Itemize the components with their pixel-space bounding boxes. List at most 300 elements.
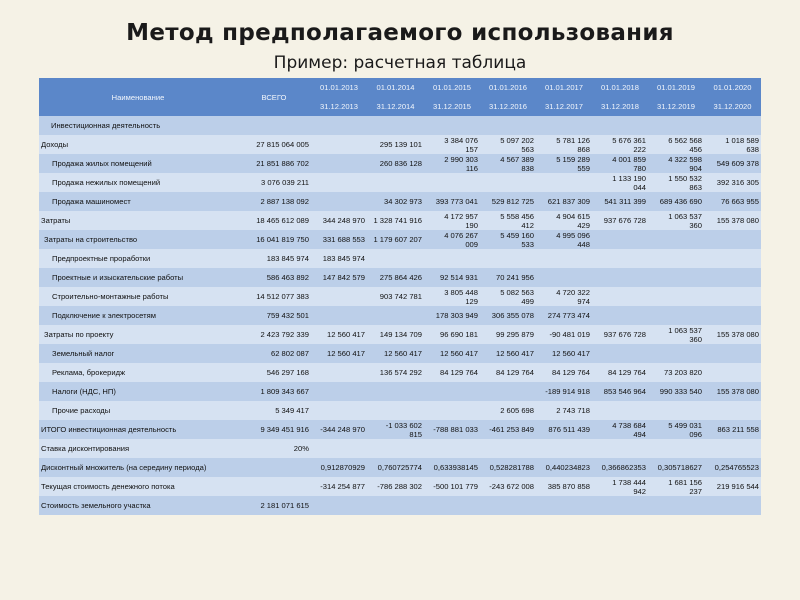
period-cell (648, 173, 704, 192)
header-period-to: 31.12.2015 (424, 97, 480, 116)
period-cell (704, 420, 761, 439)
period-cell (424, 287, 480, 306)
row-label: Ставка дисконтирования (39, 439, 237, 458)
period-cell (367, 230, 424, 249)
period-cell (424, 192, 480, 211)
page-subtitle: Пример: расчетная таблица (273, 53, 527, 73)
period-cell (536, 135, 592, 154)
period-value: -786 288 302 (377, 482, 422, 491)
period-value: 99 295 879 (495, 330, 534, 339)
period-cell (424, 382, 480, 401)
period-cell (648, 382, 704, 401)
table-row (39, 439, 761, 458)
period-cell (367, 496, 424, 515)
row-total-value: 546 297 168 (266, 368, 309, 377)
period-cell (536, 268, 592, 287)
period-value: 876 511 439 (548, 425, 590, 434)
period-cell (536, 306, 592, 325)
period-value: 4 720 322 974 (556, 287, 590, 306)
row-total (237, 382, 311, 401)
row-total-value: 586 463 892 (266, 273, 309, 282)
period-cell (648, 154, 704, 173)
period-cell (592, 306, 648, 325)
row-total-value: 3 076 039 211 (261, 178, 309, 187)
period-value: 4 904 615 429 (556, 211, 590, 230)
table-row (39, 192, 761, 211)
period-cell (536, 401, 592, 420)
period-value: 84 129 764 (439, 368, 478, 377)
period-value: 1 133 190 044 (612, 173, 646, 192)
row-total (237, 230, 311, 249)
period-cell (648, 192, 704, 211)
period-cell (704, 211, 761, 230)
period-cell (311, 496, 367, 515)
table-header-row-1 (39, 78, 761, 97)
period-value: 990 333 540 (659, 387, 702, 396)
table-row (39, 249, 761, 268)
table-row (39, 230, 761, 249)
period-value: 136 574 292 (379, 368, 422, 377)
period-value: 4 995 096 448 (556, 230, 590, 249)
period-cell (536, 382, 592, 401)
period-cell (592, 477, 648, 496)
period-cell (424, 173, 480, 192)
period-cell (592, 173, 648, 192)
period-value: 12 560 417 (439, 349, 478, 358)
period-cell (536, 211, 592, 230)
row-label: Продажа жилых помещений (39, 154, 237, 173)
period-cell (536, 344, 592, 363)
period-value: 1 681 156 237 (668, 477, 702, 496)
period-cell (480, 173, 536, 192)
period-value: 12 560 417 (326, 330, 365, 339)
header-period-from: 01.01.2019 (648, 78, 704, 97)
period-cell (311, 344, 367, 363)
period-cell (311, 173, 367, 192)
period-cell (704, 116, 761, 135)
row-total (237, 192, 311, 211)
row-total-value: 27 815 064 005 (256, 140, 309, 149)
period-value: 84 129 764 (495, 368, 534, 377)
table-row (39, 363, 761, 382)
period-value: 84 129 764 (607, 368, 646, 377)
period-value: 5 558 456 412 (500, 211, 534, 230)
row-total-value: 62 802 087 (270, 349, 309, 358)
period-cell (480, 211, 536, 230)
row-label: Затраты по проекту (39, 325, 237, 344)
period-cell (311, 287, 367, 306)
period-value: -344 248 970 (320, 425, 365, 434)
calculation-table (39, 78, 761, 515)
table-row (39, 458, 761, 477)
period-cell (311, 439, 367, 458)
period-cell (367, 363, 424, 382)
row-total-value: 759 432 501 (266, 311, 309, 320)
row-label: Стоимость земельного участка (39, 496, 237, 515)
period-cell (367, 173, 424, 192)
period-cell (592, 154, 648, 173)
period-cell (648, 439, 704, 458)
period-cell (536, 287, 592, 306)
period-value: 3 384 076 157 (444, 135, 478, 154)
row-label: Текущая стоимость денежного потока (39, 477, 237, 496)
period-cell (704, 496, 761, 515)
period-value: 0,305718627 (657, 463, 702, 472)
row-label: Подключение к электросетям (39, 306, 237, 325)
period-value: 541 311 399 (604, 197, 646, 206)
table-row (39, 116, 761, 135)
period-cell (704, 325, 761, 344)
period-value: 4 076 267 009 (444, 230, 478, 249)
table-row (39, 401, 761, 420)
row-label: Продажа нежилых помещений (39, 173, 237, 192)
period-value: 6 562 568 456 (668, 135, 702, 154)
period-cell (592, 268, 648, 287)
period-value: 84 129 764 (551, 368, 590, 377)
row-total-value: 2 887 138 092 (260, 197, 309, 206)
period-value: 295 139 101 (379, 140, 422, 149)
period-cell (592, 496, 648, 515)
period-cell (592, 230, 648, 249)
row-label: Налоги (НДС, НП) (39, 382, 237, 401)
row-label: Затраты (39, 211, 237, 230)
period-cell (311, 154, 367, 173)
period-cell (311, 382, 367, 401)
header-period-from: 01.01.2018 (592, 78, 648, 97)
period-cell (480, 287, 536, 306)
period-cell (536, 249, 592, 268)
period-cell (592, 439, 648, 458)
period-cell (367, 477, 424, 496)
period-cell (424, 496, 480, 515)
table-row (39, 135, 761, 154)
period-cell (648, 344, 704, 363)
period-cell (424, 420, 480, 439)
period-cell (424, 439, 480, 458)
row-label: ИТОГО инвестиционная деятельность (39, 420, 237, 439)
period-value: 0,440234823 (545, 463, 590, 472)
period-cell (311, 249, 367, 268)
period-cell (480, 439, 536, 458)
period-cell (367, 401, 424, 420)
period-value: 0,912870929 (320, 463, 365, 472)
header-period-to: 31.12.2014 (367, 97, 424, 116)
period-cell (480, 401, 536, 420)
table-row (39, 287, 761, 306)
header-period-to: 31.12.2013 (311, 97, 367, 116)
period-cell (648, 325, 704, 344)
header-period-to: 31.12.2020 (704, 97, 761, 116)
period-cell (424, 458, 480, 477)
header-name: Наименование (39, 78, 237, 116)
row-total (237, 135, 311, 154)
header-period-from: 01.01.2014 (367, 78, 424, 97)
period-value: 219 916 544 (716, 482, 759, 491)
table-row (39, 268, 761, 287)
period-cell (367, 116, 424, 135)
period-cell (592, 325, 648, 344)
row-total-value: 2 423 792 339 (260, 330, 309, 339)
period-value: 1 328 741 916 (373, 216, 422, 225)
period-value: -243 672 008 (489, 482, 534, 491)
period-value: 2 605 698 (500, 406, 534, 415)
period-value: 73 203 820 (663, 368, 702, 377)
table-row (39, 477, 761, 496)
table-row (39, 325, 761, 344)
period-cell (648, 458, 704, 477)
period-value: 155 378 080 (716, 216, 759, 225)
period-cell (480, 382, 536, 401)
period-cell (536, 230, 592, 249)
period-value: 3 805 448 129 (444, 287, 478, 306)
period-value: 903 742 781 (379, 292, 422, 301)
period-value: 1 179 607 207 (373, 235, 422, 244)
period-cell (480, 249, 536, 268)
period-value: 34 302 973 (383, 197, 422, 206)
row-total (237, 173, 311, 192)
period-cell (592, 192, 648, 211)
period-cell (367, 211, 424, 230)
period-cell (480, 154, 536, 173)
period-cell (592, 249, 648, 268)
row-label: Земельный налог (39, 344, 237, 363)
period-cell (480, 363, 536, 382)
period-cell (424, 135, 480, 154)
period-cell (536, 154, 592, 173)
period-cell (648, 420, 704, 439)
period-cell (536, 116, 592, 135)
period-cell (367, 192, 424, 211)
table-row (39, 496, 761, 515)
period-value: 344 248 970 (322, 216, 365, 225)
period-cell (592, 382, 648, 401)
period-value: 76 663 955 (720, 197, 759, 206)
row-total-value: 16 041 819 750 (256, 235, 309, 244)
period-cell (648, 287, 704, 306)
period-cell (424, 477, 480, 496)
row-total (237, 268, 311, 287)
period-cell (367, 268, 424, 287)
period-cell (480, 192, 536, 211)
period-cell (704, 306, 761, 325)
period-cell (704, 192, 761, 211)
period-cell (424, 249, 480, 268)
period-value: 12 560 417 (383, 349, 422, 358)
period-cell (424, 306, 480, 325)
period-cell (480, 116, 536, 135)
period-cell (311, 116, 367, 135)
period-cell (311, 268, 367, 287)
table-row (39, 382, 761, 401)
period-cell (311, 192, 367, 211)
period-cell (536, 477, 592, 496)
period-value: 0,366862353 (601, 463, 646, 472)
period-cell (311, 363, 367, 382)
header-period-from: 01.01.2013 (311, 78, 367, 97)
row-total (237, 458, 311, 477)
row-label: Продажа машиномест (39, 192, 237, 211)
period-value: -314 254 877 (320, 482, 365, 491)
period-cell (480, 420, 536, 439)
period-cell (592, 458, 648, 477)
row-total (237, 401, 311, 420)
period-value: 12 560 417 (326, 349, 365, 358)
header-period-from: 01.01.2015 (424, 78, 480, 97)
period-value: 0,760725774 (377, 463, 422, 472)
row-total-value: 2 181 071 615 (260, 501, 309, 510)
period-cell (536, 439, 592, 458)
row-total (237, 496, 311, 515)
period-cell (424, 116, 480, 135)
row-total (237, 325, 311, 344)
period-value: 96 690 181 (439, 330, 478, 339)
period-cell (480, 135, 536, 154)
period-value: 92 514 931 (439, 273, 478, 282)
period-cell (592, 211, 648, 230)
row-total-value: 21 851 886 702 (256, 159, 309, 168)
period-value: 2 990 303 116 (444, 154, 478, 173)
period-value: 5 676 361 222 (612, 135, 646, 154)
row-total (237, 306, 311, 325)
period-value: 937 676 728 (603, 330, 646, 339)
table-row (39, 173, 761, 192)
period-cell (311, 401, 367, 420)
period-cell (704, 154, 761, 173)
row-label: Строительно-монтажные работы (39, 287, 237, 306)
period-cell (424, 325, 480, 344)
period-value: 1 550 532 863 (668, 173, 702, 192)
row-total-value: 18 465 612 089 (256, 216, 309, 225)
period-value: 70 241 956 (495, 273, 534, 282)
period-cell (424, 344, 480, 363)
row-total (237, 211, 311, 230)
period-cell (367, 382, 424, 401)
period-value: -90 481 019 (549, 330, 590, 339)
period-value: 12 560 417 (495, 349, 534, 358)
period-cell (704, 401, 761, 420)
period-value: 0,633938145 (433, 463, 478, 472)
table-row (39, 344, 761, 363)
period-cell (536, 173, 592, 192)
period-value: 4 322 598 904 (668, 154, 702, 173)
row-total-value: 5 349 417 (275, 406, 309, 415)
row-total-value: 20% (293, 444, 309, 453)
period-value: 5 159 289 559 (556, 154, 590, 173)
row-label: Реклама, брокеридж (39, 363, 237, 382)
period-cell (367, 458, 424, 477)
period-cell (311, 477, 367, 496)
row-total (237, 439, 311, 458)
period-cell (311, 458, 367, 477)
row-label: Инвестиционная деятельность (39, 116, 237, 135)
period-cell (592, 135, 648, 154)
period-value: 2 743 718 (556, 406, 590, 415)
row-total-value: 183 845 974 (266, 254, 309, 263)
period-value: 853 546 964 (603, 387, 646, 396)
period-cell (704, 135, 761, 154)
header-period-to: 31.12.2019 (648, 97, 704, 116)
period-cell (480, 344, 536, 363)
period-value: 155 378 080 (716, 387, 759, 396)
period-value: 1 063 537 360 (668, 325, 702, 344)
header-period-from: 01.01.2017 (536, 78, 592, 97)
period-value: 178 303 949 (435, 311, 478, 320)
period-cell (311, 325, 367, 344)
period-value: 529 812 725 (491, 197, 534, 206)
period-cell (648, 306, 704, 325)
period-cell (367, 420, 424, 439)
period-cell (480, 477, 536, 496)
period-cell (704, 249, 761, 268)
period-value: -1 033 602 815 (385, 420, 422, 439)
period-cell (367, 154, 424, 173)
row-label: Затраты на строительство (39, 230, 237, 249)
period-value: 4 001 859 780 (612, 154, 646, 173)
period-cell (424, 268, 480, 287)
period-value: 5 097 202 563 (500, 135, 534, 154)
period-value: 275 864 426 (379, 273, 422, 282)
period-cell (311, 211, 367, 230)
row-total-value: 9 349 451 916 (260, 425, 309, 434)
period-cell (648, 496, 704, 515)
period-value: 5 459 160 533 (500, 230, 534, 249)
row-total-value: 1 809 343 667 (260, 387, 309, 396)
page-title: Метод предполагаемого использования (126, 20, 674, 46)
period-cell (704, 382, 761, 401)
period-value: 392 316 305 (716, 178, 759, 187)
period-cell (704, 363, 761, 382)
period-cell (592, 116, 648, 135)
period-cell (648, 249, 704, 268)
row-label: Прочие расходы (39, 401, 237, 420)
period-cell (480, 458, 536, 477)
period-value: -788 881 033 (433, 425, 478, 434)
period-cell (648, 401, 704, 420)
period-value: 306 355 078 (491, 311, 534, 320)
period-cell (480, 325, 536, 344)
row-total (237, 477, 311, 496)
header-period-from: 01.01.2016 (480, 78, 536, 97)
period-cell (648, 230, 704, 249)
period-value: 621 837 309 (547, 197, 590, 206)
period-value: 183 845 974 (322, 254, 365, 263)
row-total (237, 287, 311, 306)
period-cell (648, 211, 704, 230)
period-cell (704, 439, 761, 458)
period-cell (592, 344, 648, 363)
period-value: 1 738 444 942 (612, 477, 646, 496)
header-total: ВСЕГО (237, 78, 311, 116)
period-value: 4 172 957 190 (444, 211, 478, 230)
period-cell (704, 458, 761, 477)
period-value: 393 773 041 (435, 197, 478, 206)
period-cell (480, 268, 536, 287)
period-cell (367, 287, 424, 306)
period-cell (592, 287, 648, 306)
header-period-to: 31.12.2017 (536, 97, 592, 116)
period-cell (367, 249, 424, 268)
table-body (39, 78, 761, 515)
period-cell (367, 135, 424, 154)
period-value: 4 567 389 838 (500, 154, 534, 173)
period-value: 331 688 553 (322, 235, 365, 244)
period-cell (704, 344, 761, 363)
period-cell (480, 306, 536, 325)
row-label: Дисконтный множитель (на середину периода) (39, 458, 237, 477)
period-cell (648, 363, 704, 382)
period-cell (367, 325, 424, 344)
row-label: Предпроектные проработки (39, 249, 237, 268)
